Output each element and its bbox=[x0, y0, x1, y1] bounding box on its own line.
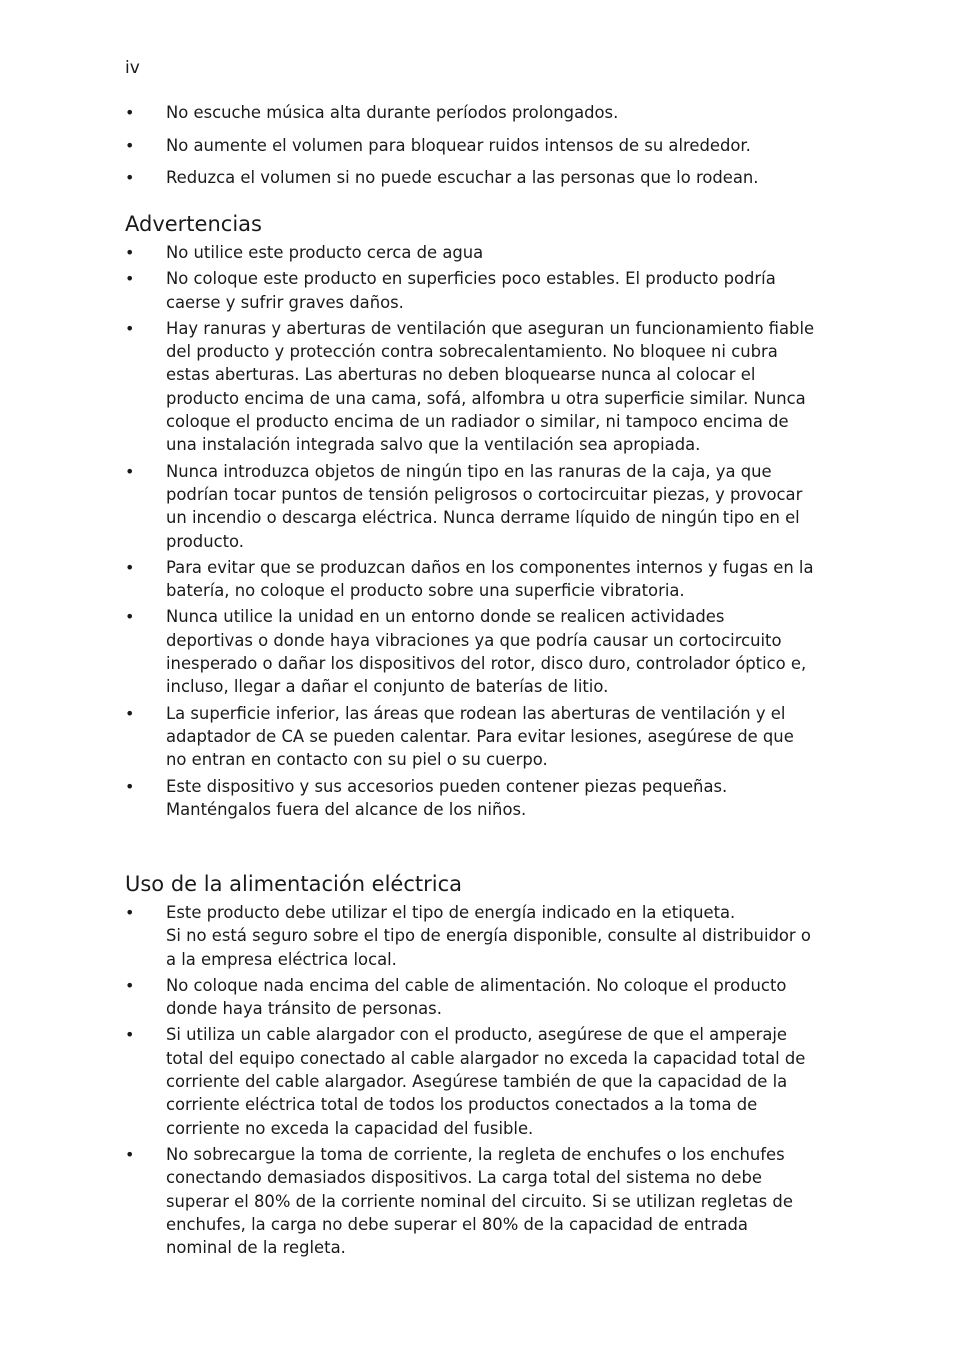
list-item bbox=[125, 702, 815, 772]
list-item bbox=[125, 775, 815, 822]
list-item-text: Hay ranuras y aberturas de ventilación que aseguran un funcionamiento fiable del producto y protección contra sobrecalentamiento. No bloquee ni cubra estas aberturas. Las aberturas no deben bloquearse nunca al colocar el producto encima de una cama, sofá, alfombra u otra superficie similar. Nunca coloque el producto encima de un radiador o similar, ni tampoco encima de una instalación integrada salvo que la ventilación sea apropiada. bbox=[166, 318, 815, 455]
bullet: • bbox=[125, 269, 135, 289]
bullet: • bbox=[125, 1144, 135, 1164]
list-item-text: Nunca utilice la unidad en un entorno donde se realicen actividades deportivas o donde haya vibraciones ya que podría causar un cortocircuito inesperado o dañar los dispositivos del rotor, disco duro, controlador óptico e, incluso, llegar a dañar el conjunto de baterías de litio. bbox=[166, 607, 807, 697]
section-heading: Advertencias bbox=[125, 212, 262, 236]
list-item-text: No utilice este producto cerca de agua bbox=[166, 243, 484, 262]
list-item-text: Nunca introduzca objetos de ningún tipo en las ranuras de la caja, ya que podrían tocar puntos de tensión peligrosos o cortocircuitar piezas, y provocar un incendio o descarga eléctrica. Nunca derrame líquido de ningún tipo en el producto. bbox=[166, 461, 803, 551]
warnings-list bbox=[125, 241, 815, 821]
list-item bbox=[125, 1023, 815, 1139]
intro-list bbox=[125, 101, 815, 190]
power-list bbox=[125, 901, 815, 1259]
list-item bbox=[125, 267, 815, 314]
section-advertencias bbox=[125, 211, 815, 824]
bullet: • bbox=[125, 1025, 135, 1045]
section-heading: Uso de la alimentación eléctrica bbox=[125, 872, 463, 896]
list-item bbox=[125, 241, 815, 264]
list-item-text: No aumente el volumen para bloquear ruidos intensos de su alrededor. bbox=[166, 135, 751, 155]
list-item-text: Si utiliza un cable alargador con el producto, asegúrese de que el amperaje total del equipo conectado al cable alargador no exceda la capacidad total de corriente del cable alargador. Asegúrese también de que la capacidad de la corriente eléctrica total de todos los productos conectados a la toma de corriente no exceda la capacidad del fusible. bbox=[166, 1025, 806, 1138]
page-number: iv bbox=[125, 58, 140, 78]
bullet: • bbox=[125, 461, 135, 481]
bullet: • bbox=[125, 975, 135, 995]
list-item-text: Este producto debe utilizar el tipo de energía indicado en la etiqueta. Si no está seguro sobre el tipo de energía disponible, consulte al distribuidor o a la empresa eléctrica local. bbox=[166, 903, 811, 969]
list-item bbox=[125, 605, 815, 698]
bullet: • bbox=[125, 103, 135, 122]
list-item bbox=[125, 317, 815, 457]
section-uso-alimentacion bbox=[125, 871, 815, 1262]
list-item bbox=[125, 101, 815, 124]
list-item-text: No coloque nada encima del cable de alimentación. No coloque el producto donde haya tránsito de personas. bbox=[166, 975, 787, 1019]
list-item bbox=[125, 134, 815, 157]
list-item bbox=[125, 1143, 815, 1259]
list-item-text: Este dispositivo y sus accesorios pueden contener piezas pequeñas. Manténgalos fuera del alcance de los niños. bbox=[166, 776, 728, 819]
bullet: • bbox=[125, 135, 135, 155]
list-item bbox=[125, 974, 815, 1021]
bullet: • bbox=[125, 168, 135, 188]
bullet: • bbox=[125, 703, 135, 723]
list-item-text: No escuche música alta durante períodos prolongados. bbox=[166, 103, 619, 122]
list-item bbox=[125, 901, 815, 971]
bullet: • bbox=[125, 557, 135, 577]
list-item bbox=[125, 556, 815, 603]
bullet: • bbox=[125, 607, 135, 627]
bullet: • bbox=[125, 776, 135, 796]
list-item-text: La superficie inferior, las áreas que rodean las aberturas de ventilación y el adaptador de CA se pueden calentar. Para evitar lesiones, asegúrese de que no entran en contacto con su piel o su cuerpo. bbox=[166, 703, 794, 770]
list-item-text: No coloque este producto en superficies poco estables. El producto podría caerse y sufrir graves daños. bbox=[166, 269, 776, 312]
list-item-text: Reduzca el volumen si no puede escuchar a las personas que lo rodean. bbox=[166, 168, 759, 188]
bullet: • bbox=[125, 903, 135, 922]
list-item-text: No sobrecargue la toma de corriente, la regleta de enchufes o los enchufes conectando demasiados dispositivos. La carga total del sistema no debe superar el 80% de la corriente nominal del circuito. Si se utilizan regletas de enchufes, la carga no debe superar el 80% de la capacidad de entrada nominal de la regleta. bbox=[166, 1144, 793, 1258]
list-item bbox=[125, 166, 815, 189]
list-item bbox=[125, 460, 815, 553]
list-item-text: Para evitar que se produzcan daños en los componentes internos y fugas en la batería, no coloque el producto sobre una superficie vibratoria. bbox=[166, 557, 814, 601]
bullet: • bbox=[125, 243, 135, 262]
bullet: • bbox=[125, 318, 135, 338]
